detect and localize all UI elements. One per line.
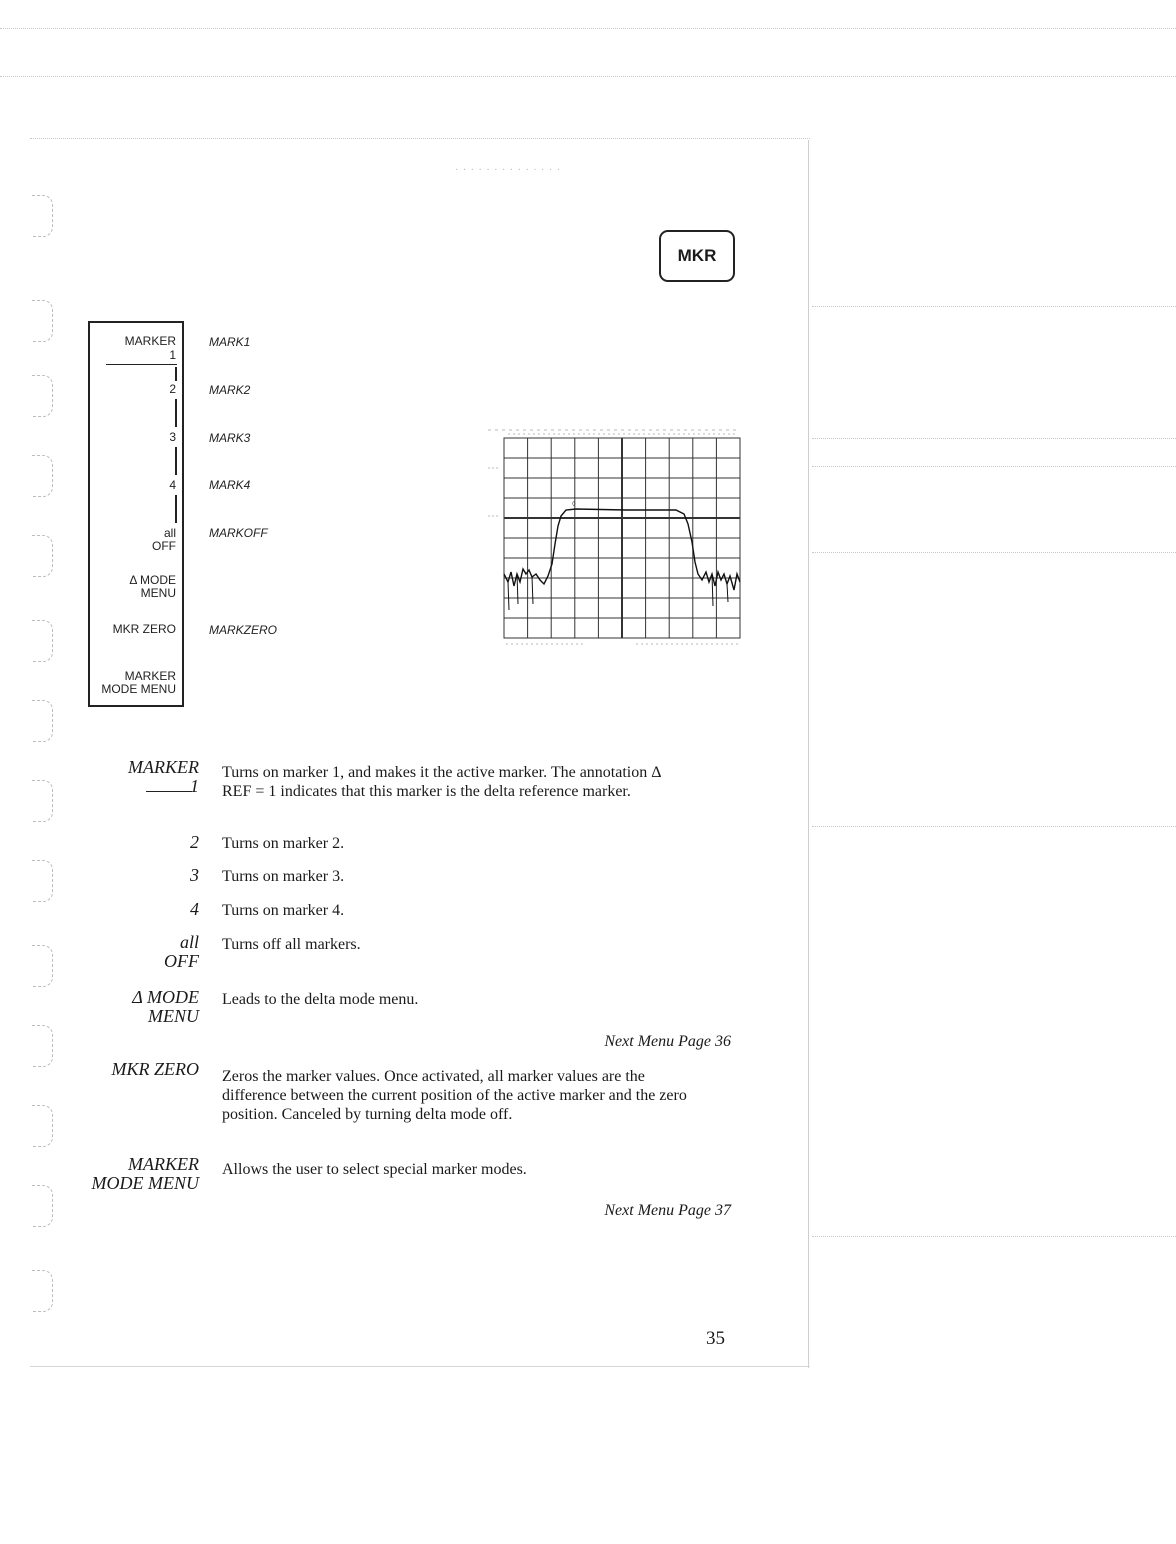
command-mark1: MARK1 — [209, 335, 251, 349]
binder-hole — [32, 375, 53, 417]
softkey-marker-3: 3 — [169, 430, 176, 444]
term-marker-3: 3 — [190, 865, 199, 885]
term-all-off: all OFF — [164, 932, 199, 971]
term-marker-mode-menu: MARKER MODE MENU — [91, 1154, 199, 1193]
softkey-delta-mode: Δ MODE — [129, 573, 176, 587]
term-marker-1: MARKER 1 — [128, 757, 199, 796]
binder-hole — [32, 620, 53, 662]
command-mark3: MARK3 — [209, 431, 251, 445]
softkey-mode-menu: MODE MENU — [101, 682, 176, 696]
command-mark2: MARK2 — [209, 383, 251, 397]
page-edge-right — [808, 140, 809, 1368]
svg-text:◊: ◊ — [572, 501, 576, 508]
mkr-key-label: MKR — [677, 246, 717, 265]
mkr-key-icon — [659, 230, 735, 282]
spectrum-display-icon — [486, 424, 744, 652]
term-mkr-zero: MKR ZERO — [111, 1059, 199, 1079]
page-edge-bottom — [30, 1366, 810, 1367]
desc-marker-1: Turns on marker 1, and makes it the active marker. The annotation Δ REF = 1 indicates that this marker is the delta reference marker. — [222, 764, 661, 800]
desc-marker-mode-menu: Allows the user to select special marker modes. — [222, 1161, 527, 1178]
page-number: 35 — [706, 1328, 725, 1349]
term-delta-mode-menu: Δ MODE MENU — [132, 987, 199, 1026]
next-menu-page-36: Next Menu Page 36 — [604, 1033, 731, 1050]
term-underline — [146, 791, 192, 792]
term-marker-2: 2 — [190, 832, 199, 852]
desc-all-off: Turns off all markers. — [222, 936, 361, 953]
binder-hole — [32, 700, 53, 742]
softkey-connector — [175, 399, 177, 427]
softkey-off: OFF — [152, 539, 176, 553]
scan-line-right-3 — [812, 466, 1176, 467]
term-marker-4: 4 — [190, 899, 199, 919]
binder-hole — [32, 455, 53, 497]
softkey-divider — [106, 364, 177, 365]
softkey-connector — [175, 447, 177, 475]
desc-delta-mode-menu: Leads to the delta mode menu. — [222, 991, 419, 1008]
softkey-mkr-zero: MKR ZERO — [112, 622, 176, 636]
desc-mkr-zero: Zeros the marker values. Once activated, all marker values are the difference between the current position of the active marker and the zero position. Canceled by turning delta mode off. — [222, 1068, 687, 1123]
desc-marker-3: Turns on marker 3. — [222, 868, 345, 885]
softkey-menu: MENU — [140, 586, 176, 600]
softkey-marker-mode: MARKER — [124, 669, 176, 683]
scan-line-right-4 — [812, 552, 1176, 553]
softkey-marker-4: 4 — [169, 478, 176, 492]
header-smudge: · · · · · · · · · · · · · · — [455, 165, 562, 176]
softkey-connector — [175, 367, 177, 381]
scan-line-top — [0, 28, 1176, 29]
command-markoff: MARKOFF — [209, 526, 268, 540]
softkey-marker-1: 1 — [169, 348, 176, 362]
softkey-all: all — [163, 526, 176, 540]
binder-hole — [32, 300, 53, 342]
scan-line-top-2 — [0, 76, 1176, 77]
binder-hole — [32, 1270, 53, 1312]
desc-marker-4: Turns on marker 4. — [222, 902, 345, 919]
command-markzero: MARKZERO — [209, 623, 278, 637]
softkey-marker: MARKER — [124, 334, 176, 348]
scan-line-right-2 — [812, 438, 1176, 439]
softkey-marker-2: 2 — [169, 382, 176, 396]
binder-hole — [32, 1105, 53, 1147]
softkey-menu-panel — [88, 321, 184, 707]
desc-marker-2: Turns on marker 2. — [222, 835, 345, 852]
softkey-connector — [175, 495, 177, 523]
binder-hole — [32, 195, 53, 237]
next-menu-page-37: Next Menu Page 37 — [604, 1202, 731, 1219]
scan-line-page-top — [30, 138, 810, 139]
scan-line-right-5 — [812, 826, 1176, 827]
binder-hole — [32, 535, 53, 577]
scan-line-right-6 — [812, 1236, 1176, 1237]
scan-line-right-1 — [812, 306, 1176, 307]
command-mark4: MARK4 — [209, 478, 251, 492]
